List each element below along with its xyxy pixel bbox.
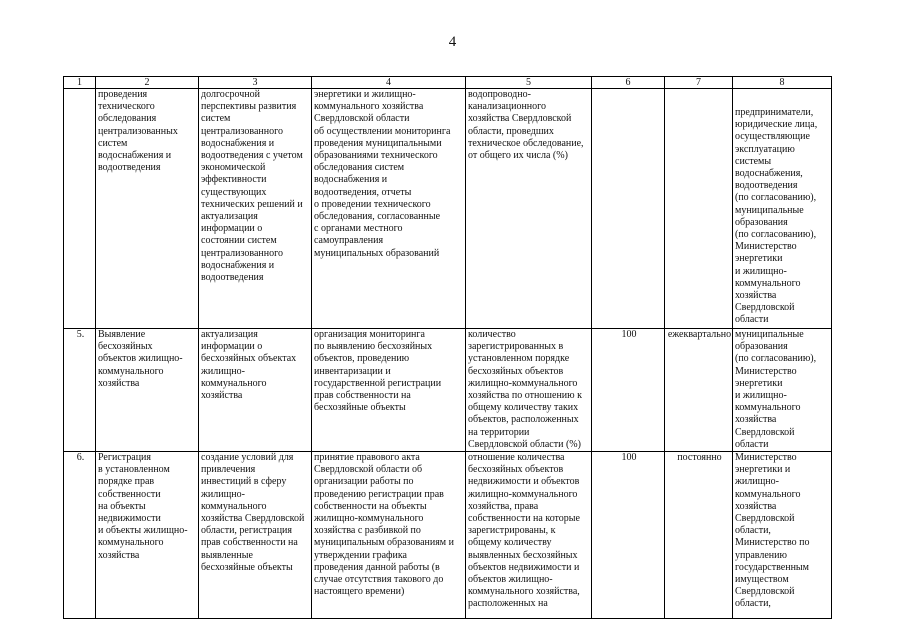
indicator-text: отношение количества бесхозяйных объектов недвижимости и объектов жилищно-коммунального хозяйства, права собственности на которые зарегистрированы, к общему количеству выявленных бесхозяйных объектов недвижимости и объектов жилищно- коммунального хозяйства, расположенных на [468, 452, 580, 610]
header-cell: 1 [64, 77, 96, 89]
value-cell [592, 329, 665, 452]
measure-cell [312, 329, 466, 452]
value-cell [592, 89, 665, 329]
indicator-text: количество зарегистрированных в установленном порядке бесхозяйных объектов жилищно-коммунального хозяйства по отношению к общему количеству таких объектов, расположенных на территории Свердловской области (%) [468, 329, 582, 450]
header-row [64, 77, 832, 89]
header-cell: 8 [733, 77, 832, 89]
task-cell [96, 89, 199, 329]
task-text: Выявление бесхозяйных объектов жилищно- коммунального хозяйства [98, 329, 183, 389]
row-number-cell [64, 452, 96, 619]
period-text: ежеквартально [667, 329, 732, 340]
period-cell [665, 89, 733, 329]
measures-table [63, 76, 832, 619]
goal-text: актуализация информации о бесхозяйных объектах жилищно- коммунального хозяйства [201, 329, 297, 402]
period-text: постоянно [677, 452, 722, 464]
header-cell: 4 [312, 77, 466, 89]
responsible-cell [733, 329, 832, 452]
task-cell [96, 452, 199, 619]
indicator-cell [466, 89, 592, 329]
goal-text: долгосрочной перспективы развития систем централизованного водоснабжения и водоотведения с учетом экономической эффективности существующих технических решений и актуализация информации о состоянии систем централизованного водоснабжения и водоотведения [201, 89, 303, 284]
header-cell: 6 [592, 77, 665, 89]
header-cell: 3 [199, 77, 312, 89]
row-number-cell [64, 89, 96, 329]
task-text: Регистрация в установленном порядке прав собственности на объекты недвижимости и объекты жилищно- коммунального хозяйства [98, 452, 188, 561]
table-row [64, 329, 832, 452]
goal-cell [199, 329, 312, 452]
indicator-cell [466, 329, 592, 452]
responsible-text: муниципальные образования (по согласованию), Министерство энергетики и жилищно- коммунального хозяйства Свердловской области [735, 329, 817, 450]
indicator-text: водопроводно- канализационного хозяйства Свердловской области, проведших техническое обследование, от общего их числа (%) [468, 89, 584, 162]
goal-cell [199, 452, 312, 619]
header-cell: 5 [466, 77, 592, 89]
responsible-cell [733, 89, 832, 329]
value-cell [592, 452, 665, 619]
measure-cell [312, 89, 466, 329]
responsible-text: Министерство энергетики и жилищно- коммунального хозяйства Свердловской области, Министерство по управлению государственным имуществом Свердловской области, [735, 452, 810, 610]
task-text: проведения технического обследования централизованных систем водоснабжения и водоотведения [98, 89, 178, 174]
value-text: 100 [621, 452, 637, 464]
row-number-cell [64, 329, 96, 452]
period-cell [665, 329, 733, 452]
measure-text: организация мониторинга по выявлению бесхозяйных объектов, проведению инвентаризации и государственной регистрации прав собственности на бесхозяйные объекты [314, 329, 442, 414]
header-cell: 7 [665, 77, 733, 89]
task-cell [96, 329, 199, 452]
period-cell [665, 452, 733, 619]
table-row [64, 452, 832, 619]
goal-cell [199, 89, 312, 329]
header-cell: 2 [96, 77, 199, 89]
row-number: 5. [76, 329, 85, 340]
responsible-cell [733, 452, 832, 619]
table-row [64, 89, 832, 329]
indicator-cell [466, 452, 592, 619]
value-text: 100 [621, 329, 637, 340]
page-number: 4 [448, 34, 457, 50]
row-number: 6. [76, 452, 85, 464]
measure-text: принятие правового акта Свердловской области об организации работы по проведению регистрации прав собственности на объекты жилищно-коммунального хозяйства с разбивкой по муниципальным образованиям и утверждении графика проведения данной работы (в случае отсутствия такового до настоящего времени) [314, 452, 454, 598]
measure-cell [312, 452, 466, 619]
measure-text: энергетики и жилищно- коммунального хозяйства Свердловской области об осуществлении мониторинга проведения муниципальными образованиями технического обследования систем водоснабжения и водоотведения, отчеты о проведении технического обследования, согласованные с органами местного самоуправления муниципальных образований [314, 89, 451, 259]
goal-text: создание условий для привлечения инвестиций в сферу жилищно- коммунального хозяйства Свердловской области, регистрация прав собственности на выявленные бесхозяйные объекты [201, 452, 305, 573]
responsible-text: предприниматели, юридические лица, осуществляющие эксплуатацию системы водоснабжения, водоотведения (по согласованию), муниципальные образования (по согласованию), Министерство энергетики и жилищно- коммунального хозяйства Свердловской области [735, 107, 818, 326]
